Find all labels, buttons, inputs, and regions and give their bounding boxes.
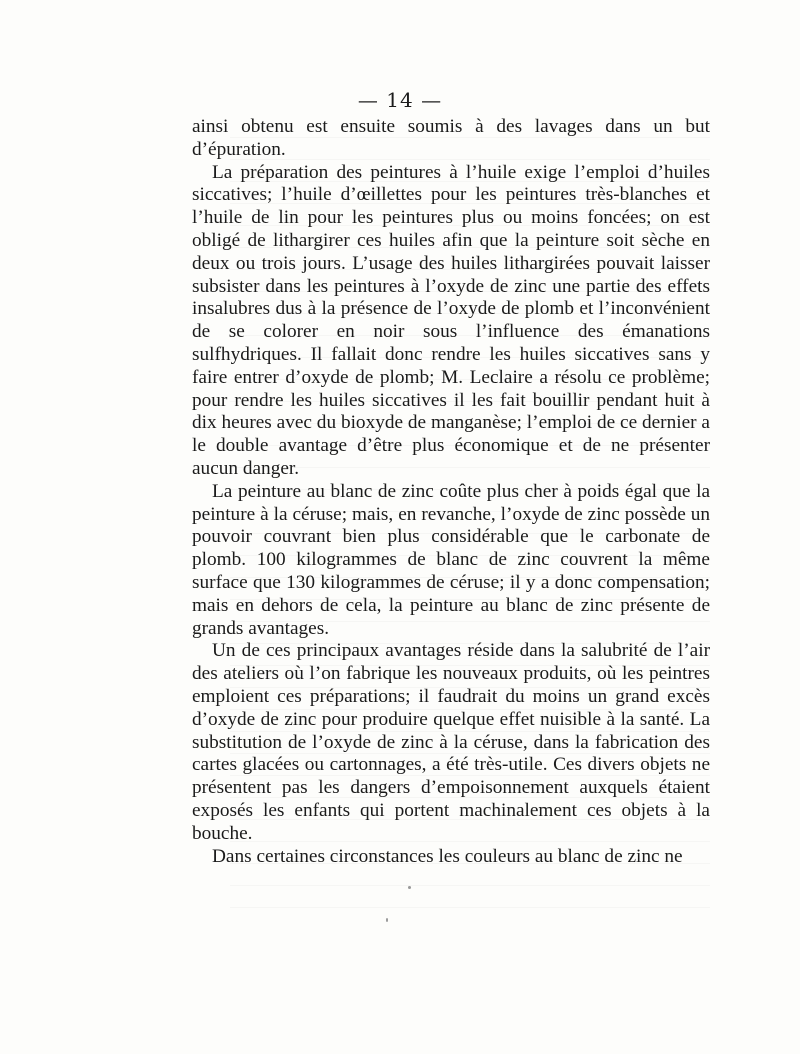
paragraph-4: Un de ces principaux avantages réside dans la salubrité de l’air des ateliers où l’on fabrique les nouveaux produits, où les peintres emploient ces préparations; il faudrait du moins un grand excès d’oxyde de zinc pour produire quelque effet nuisible à la santé. La substitution de l’oxyde de zinc à la céruse, dans la fabrication des cartes glacées ou cartonnages, a été très-utile. Ces divers objets ne présentent pas les dangers d’empoisonnement auxquels étaient exposés les enfants qui portent machinalement ces objets à la bouche. xyxy=(192,640,710,844)
body-text xyxy=(192,116,710,868)
paragraph-5: Dans certaines circonstances les couleurs au blanc de zinc ne xyxy=(212,845,683,867)
page-number: — 14 — xyxy=(357,88,443,112)
paragraph-2: La préparation des peintures à l’huile exige l’emploi d’huiles siccatives; l’huile d’œillettes pour les peintures très-blanches et l’huile de lin pour les peintures plus ou moins foncées; on est obligé de lithargirer ces huiles afin que la peinture soit sèche en deux ou trois jours. L’usage des huiles lithargirées pouvait laisser subsister dans les peintures à l’oxyde de zinc une partie des effets insalubres dus à la présence de l’oxyde de plomb et l’inconvénient de se colorer en noir sous l’influence des émanations sulfhydriques. Il fallait donc rendre les huiles siccatives sans y faire entrer d’oxyde de plomb; M. Leclaire a résolu ce problème; pour rendre les huiles siccatives il les fait bouillir pendant huit à dix heures avec du bioxyde de manganèse; l’emploi de ce dernier a le double avantage d’être plus économique et de ne présenter aucun danger. xyxy=(192,161,710,479)
paragraph-1: ainsi obtenu est ensuite soumis à des lavages dans un but d’épuration. xyxy=(192,116,710,160)
paper-speck xyxy=(408,886,411,889)
paper-speck xyxy=(386,918,388,922)
paragraph-3: La peinture au blanc de zinc coûte plus cher à poids égal que la peinture à la céruse; mais, en revanche, l’oxyde de zinc possède un pouvoir couvrant bien plus considérable que le carbonate de plomb. 100 kilogrammes de blanc de zinc couvrent la même surface que 130 kilogrammes de céruse; il y a donc compensation; mais en dehors de cela, la peinture au blanc de zinc présente de grands avantages. xyxy=(192,480,710,639)
